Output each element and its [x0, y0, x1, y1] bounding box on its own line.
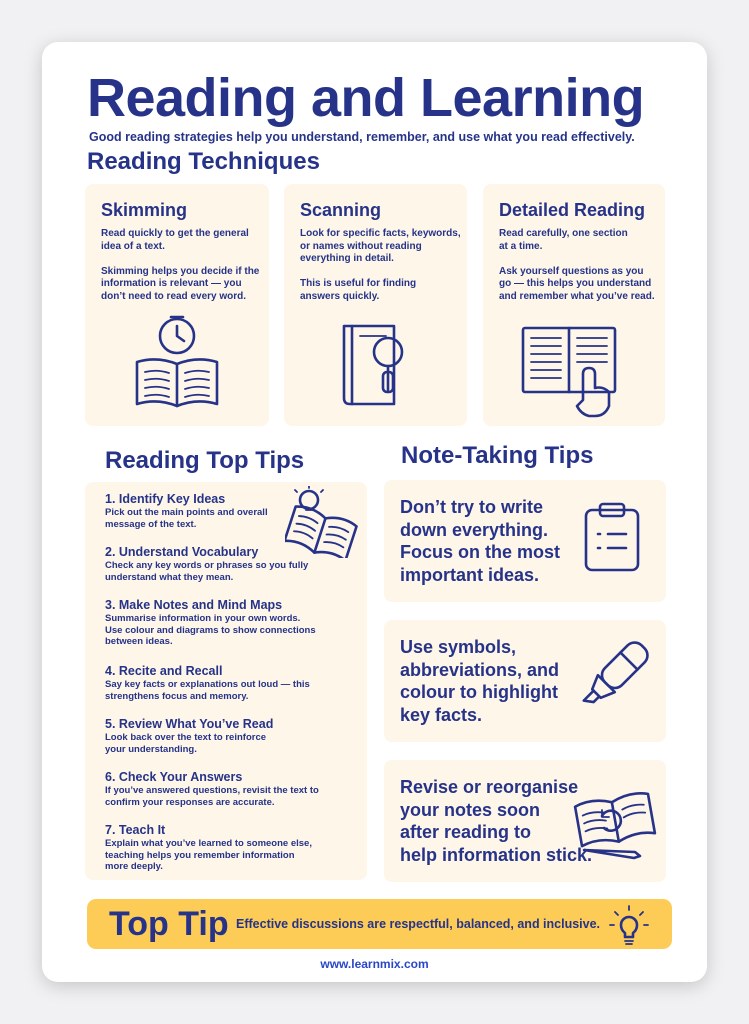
tip-item [105, 717, 273, 755]
tip-title: 1. Identify Key Ideas [105, 492, 226, 506]
tip-title: 7. Teach It [105, 823, 166, 837]
tip-item [105, 664, 310, 702]
tip-body: Look back over the text to reinforce your understanding. [105, 732, 267, 755]
technique-body: Look for specific facts, keywords, or names without reading everything in detail. This is useful for finding answers quickly. [300, 228, 461, 302]
note-tips-heading: Note-Taking Tips [401, 442, 594, 469]
book-magnifier-icon [336, 320, 416, 412]
tip-title: 2. Understand Vocabulary [105, 545, 259, 559]
tip-body: Say key facts or explanations out loud — this strengthens focus and memory. [105, 679, 310, 702]
tip-body: Pick out the main points and overall message of the text. [105, 507, 268, 530]
top-tip-label: Top Tip [109, 905, 229, 943]
footer-link[interactable]: www.learnmix.com [320, 957, 429, 971]
tip-item [105, 770, 319, 808]
book-refresh-icon [572, 780, 658, 860]
tip-item [105, 598, 316, 648]
tip-title: 4. Recite and Recall [105, 664, 223, 678]
technique-body: Read carefully, one section at a time. Ask yourself questions as you go — this helps you understand and remember what you’ve read. [499, 228, 655, 302]
tip-title: 6. Check Your Answers [105, 770, 243, 784]
tip-body: Summarise information in your own words. Use colour and diagrams to show connections between ideas. [105, 613, 316, 647]
top-tips-heading: Reading Top Tips [105, 447, 305, 474]
tip-title: 5. Review What You’ve Read [105, 717, 274, 731]
highlighter-icon [568, 634, 656, 722]
technique-title: Scanning [300, 200, 382, 220]
note-text: Revise or reorganise your notes soon after reading to help information stick. [400, 777, 593, 865]
tip-item [105, 823, 312, 873]
note-card [384, 480, 666, 602]
page-title: Reading and Learning [87, 68, 645, 128]
tip-title: 3. Make Notes and Mind Maps [105, 598, 283, 612]
note-text: Don’t try to write down everything. Focus on the most important ideas. [400, 497, 561, 585]
top-tips-card [85, 482, 367, 880]
note-card [384, 760, 666, 882]
technique-card-scanning [284, 184, 467, 426]
tip-item [105, 492, 268, 530]
lightbulb-icon [607, 903, 651, 947]
tip-body: If you’ve answered questions, revisit the text to confirm your responses are accurate. [105, 785, 319, 808]
clipboard-icon [580, 502, 644, 574]
tip-body: Explain what you’ve learned to someone else, teaching helps you remember information more deeply. [105, 838, 312, 872]
technique-title: Detailed Reading [499, 200, 646, 220]
note-text: Use symbols, abbreviations, and colour to highlight key facts. [400, 637, 560, 725]
tip-body: Check any key words or phrases so you fully understand what they mean. [105, 560, 309, 583]
technique-body: Read quickly to get the general idea of a text. Skimming helps you decide if the information is relevant — you don’t need to read every word. [101, 228, 260, 302]
top-tip-banner [87, 899, 672, 949]
technique-card-detailed-reading [483, 184, 665, 426]
page-subtitle: Good reading strategies help you understand, remember, and use what you read effectively. [89, 130, 635, 144]
tip-item [105, 545, 308, 583]
top-tip-text: Effective discussions are respectful, balanced, and inclusive. [236, 917, 601, 931]
clock-book-icon [131, 314, 223, 414]
techniques-heading: Reading Techniques [87, 148, 320, 175]
technique-title: Skimming [101, 200, 188, 220]
poster [42, 42, 707, 982]
note-card [384, 620, 666, 742]
book-pointer-icon [519, 322, 619, 420]
technique-card-skimming [85, 184, 269, 426]
